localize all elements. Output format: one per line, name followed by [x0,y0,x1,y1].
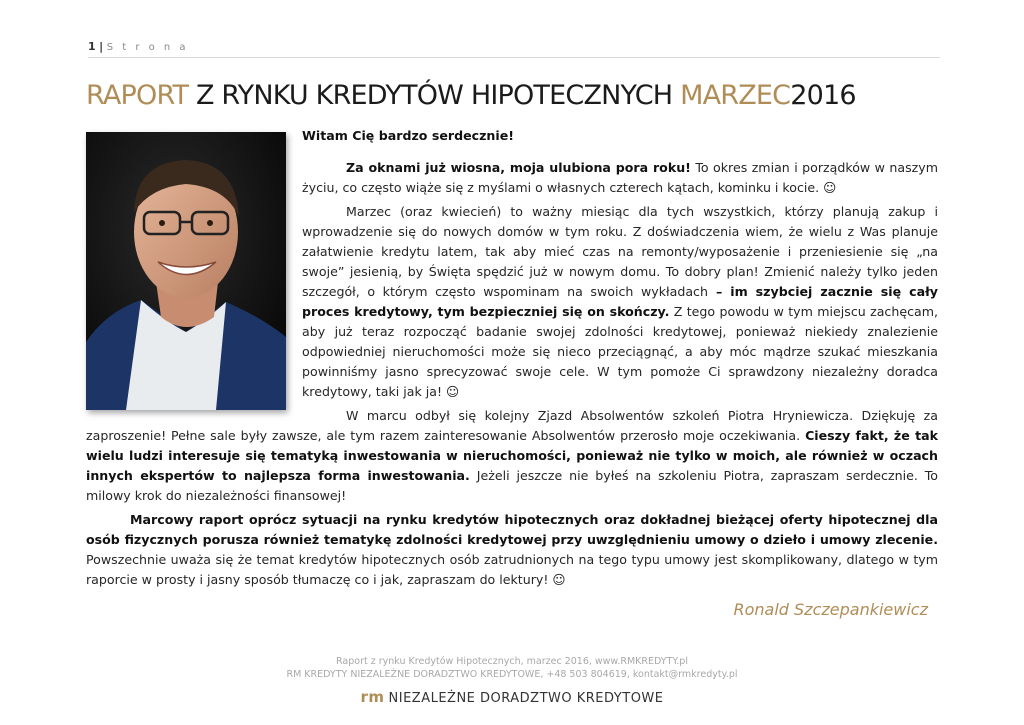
signature: Ronald Szczepankiewicz [733,600,928,619]
paragraph-2-text-b: Z tego powodu w tym miejscu zachęcam, aby już teraz rozpocząć badanie swojej zdolności kredytowej, ponieważ niekiedy znalezienie odpowiedniej nieruchomości może się nieco przeciągnąć, a aby móc mądrze szukać mieszkania powinniśmy jasno sprecyzować swoje cele. W tym pomoże Ci sprawdzony niezależny doradca kredytowy, taki jak ja! ☺ [302,304,938,399]
paragraph-3-text-b: Jeżeli jeszcze nie byłeś na szkoleniu Piotra, zapraszam serdecznie. To milowy krok do niezależności finansowej! [86,468,939,503]
page-number: 1 [88,40,96,53]
rm-logo-icon: rm [360,688,385,706]
brand-footer [0,688,1024,706]
paragraph-3-bold: Cieszy fakt, że tak wielu ludzi interesuje się tematyką inwestowania w nieruchomości, ponieważ nie tylko w moich, ale również w oczach innych ekspertów to najlepsza forma inwestowania. [86,428,938,483]
paragraph-4-bold: Marcowy raport oprócz sytuacji na rynku kredytów hipotecznych oraz dokładnej bieżącej oferty hipotecznej dla osób fizycznych porusza również tematykę zdolności kredytowej przy uwzględnieniu umowy o dzieło i umowy zlecenie. [86,512,938,547]
page-word: S t r o n a [106,42,189,53]
paragraph-4-text: Powszechnie uważa się że temat kredytów hipotecznych osób zatrudnionych na tego typu umowy jest skomplikowany, dlatego w tym raporcie w prosty i jasny sposób tłumaczę co i jak, zapraszam do lektury! ☺ [86,552,938,587]
page-footer [0,655,1024,681]
footer-line-1: Raport z rynku Kredytów Hipotecznych, marzec 2016, www.RMKREDYTY.pl [336,656,688,667]
title-part-year: 2016 [790,80,856,111]
page-header [88,40,940,58]
brand-text: NIEZALEŻNE DORADZTWO KREDYTOWE [388,691,664,706]
paragraph-4 [86,510,938,590]
title-part-month: MARZEC [680,80,791,111]
title-part-main: Z RYNKU KREDYTÓW HIPOTECZNYCH [188,80,681,111]
letter-body [86,126,938,594]
paragraph-3-text-a: W marcu odbył się kolejny Zjazd Absolwentów szkoleń Piotra Hryniewicza. Dziękuję za zaproszenie! Pełne sale były zawsze, ale tym razem zainteresowanie Absolwentów przerosło moje oczekiwania. [86,408,938,443]
paragraph-1-bold: Za oknami już wiosna, moja ulubiona pora roku! [346,160,691,175]
paragraph-2-bold: – im szybciej zacznie się cały proces kredytowy, tym bezpieczniej się on skończy. [302,284,938,319]
footer-line-2: RM KREDYTY NIEZALEŻNE DORADZTWO KREDYTOWE, +48 503 804619, kontakt@rmkredyty.pl [286,669,738,680]
title-part-raport: RAPORT [86,80,189,111]
greeting-text: Witam Cię bardzo serdecznie! [302,128,514,143]
paragraph-3 [86,406,938,506]
report-title [86,80,946,111]
paragraph-1-text: To okres zmian i porządków w naszym życiu, co często wiąże się z myślami o własnych czterech kątach, kominku i kocie. ☺ [302,160,938,195]
paragraph-2-text-a: Marzec (oraz kwiecień) to ważny miesiąc dla tych wszystkich, którzy planują zakup i wprowadzenie się do nowych domów w tym roku. Z doświadczenia wiem, że wielu z Was planuje załatwienie kredytu latem, tak aby mieć czas na remonty/wyposażenie i przeniesienie się „na swoje” jesienią, by Święta spędzić już w nowym domu. To dobry plan! Zmienić należy tylko jeden szczegół, o którym często wspominam na swoich wykładach [302,204,938,299]
page-separator: | [99,40,104,53]
